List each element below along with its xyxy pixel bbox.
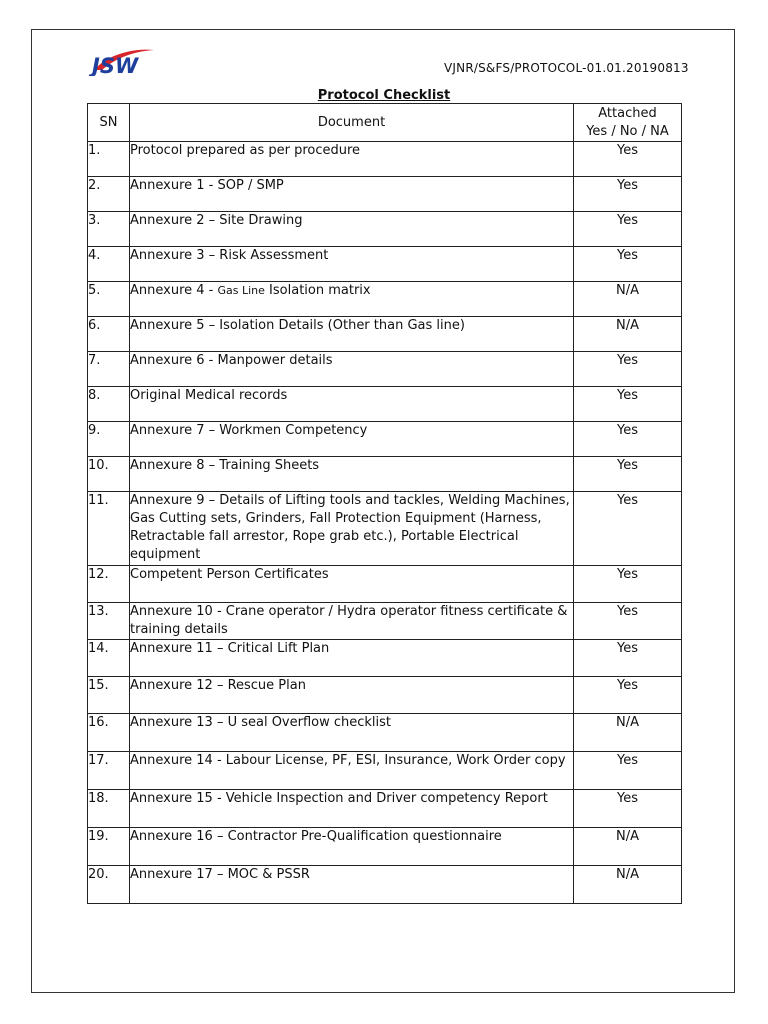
table-row xyxy=(88,566,682,603)
attached-status: Yes xyxy=(574,352,682,387)
attached-status: N/A xyxy=(574,828,682,866)
attached-status: Yes xyxy=(574,387,682,422)
table-row xyxy=(88,247,682,282)
row-number: 17. xyxy=(88,752,130,790)
document-name-suffix: Isolation matrix xyxy=(264,283,371,298)
document-code: VJNR/S&FS/PROTOCOL-01.01.20190813 xyxy=(444,61,689,75)
document-name: Annexure 5 – Isolation Details (Other than Gas line) xyxy=(130,317,574,352)
table-row xyxy=(88,212,682,247)
table-row xyxy=(88,317,682,352)
document-name: Annexure 6 - Manpower details xyxy=(130,352,574,387)
jsw-logo xyxy=(88,46,158,76)
attached-status: N/A xyxy=(574,282,682,317)
row-number: 7. xyxy=(88,352,130,387)
attached-status: Yes xyxy=(574,422,682,457)
table-row xyxy=(88,352,682,387)
attached-status: N/A xyxy=(574,866,682,904)
attached-status: Yes xyxy=(574,790,682,828)
attached-status: N/A xyxy=(574,317,682,352)
table-row xyxy=(88,387,682,422)
document-name: Annexure 11 – Critical Lift Plan xyxy=(130,640,574,677)
table-header-row xyxy=(88,104,682,142)
table-row xyxy=(88,714,682,752)
row-number: 8. xyxy=(88,387,130,422)
attached-status: Yes xyxy=(574,212,682,247)
document-name-small: Gas Line xyxy=(217,284,265,297)
row-number: 13. xyxy=(88,603,130,640)
document-name: Annexure 9 – Details of Lifting tools and tackles, Welding Machines, Gas Cutting sets, Grinders, Fall Protection Equipment (Harness, Retractable fall arrestor, Rope grab etc.), Portable Electrical equipment xyxy=(130,492,574,566)
attached-status: Yes xyxy=(574,492,682,566)
row-number: 20. xyxy=(88,866,130,904)
table-row xyxy=(88,492,682,566)
document-name: Annexure 16 – Contractor Pre-Qualification questionnaire xyxy=(130,828,574,866)
attached-options-label: Yes / No / NA xyxy=(586,123,669,139)
row-number: 3. xyxy=(88,212,130,247)
table-row xyxy=(88,677,682,714)
attached-status: Yes xyxy=(574,640,682,677)
table-row xyxy=(88,752,682,790)
row-number: 2. xyxy=(88,177,130,212)
row-number: 15. xyxy=(88,677,130,714)
row-number: 12. xyxy=(88,566,130,603)
document-name: Annexure 12 – Rescue Plan xyxy=(130,677,574,714)
document-name: Annexure 10 - Crane operator / Hydra operator fitness certificate & training details xyxy=(130,603,574,640)
row-number: 14. xyxy=(88,640,130,677)
column-header-document: Document xyxy=(130,104,574,142)
document-name: Annexure 15 - Vehicle Inspection and Driver competency Report xyxy=(130,790,574,828)
attached-status: Yes xyxy=(574,752,682,790)
row-number: 18. xyxy=(88,790,130,828)
attached-status: N/A xyxy=(574,714,682,752)
table-row xyxy=(88,640,682,677)
document-name-prefix: Annexure 4 - xyxy=(130,283,218,298)
document-name: Competent Person Certificates xyxy=(130,566,574,603)
table-row xyxy=(88,866,682,904)
document-name: Annexure 7 – Workmen Competency xyxy=(130,422,574,457)
document-name: Annexure 13 – U seal Overflow checklist xyxy=(130,714,574,752)
document-name: Annexure 14 - Labour License, PF, ESI, Insurance, Work Order copy xyxy=(130,752,574,790)
attached-status: Yes xyxy=(574,457,682,492)
row-number: 19. xyxy=(88,828,130,866)
logo-text: JSW xyxy=(92,54,139,76)
checklist-table xyxy=(87,103,682,904)
document-name: Annexure 17 – MOC & PSSR xyxy=(130,866,574,904)
column-header-sn: SN xyxy=(88,104,130,142)
attached-status: Yes xyxy=(574,142,682,177)
document-name: Annexure 1 - SOP / SMP xyxy=(130,177,574,212)
row-number: 9. xyxy=(88,422,130,457)
column-header-attached xyxy=(574,104,682,142)
attached-status: Yes xyxy=(574,566,682,603)
document-name: Annexure 8 – Training Sheets xyxy=(130,457,574,492)
document-name xyxy=(130,282,574,317)
document-name: Original Medical records xyxy=(130,387,574,422)
table-row xyxy=(88,177,682,212)
document-name: Annexure 3 – Risk Assessment xyxy=(130,247,574,282)
table-row xyxy=(88,603,682,640)
page-title: Protocol Checklist xyxy=(317,88,451,103)
table-row xyxy=(88,282,682,317)
table-row xyxy=(88,457,682,492)
attached-label: Attached xyxy=(598,105,657,121)
row-number: 4. xyxy=(88,247,130,282)
table-row xyxy=(88,422,682,457)
attached-status: Yes xyxy=(574,177,682,212)
row-number: 5. xyxy=(88,282,130,317)
attached-status: Yes xyxy=(574,603,682,640)
row-number: 6. xyxy=(88,317,130,352)
attached-status: Yes xyxy=(574,247,682,282)
table-row xyxy=(88,828,682,866)
row-number: 11. xyxy=(88,492,130,566)
document-name: Annexure 2 – Site Drawing xyxy=(130,212,574,247)
table-row xyxy=(88,790,682,828)
table-row xyxy=(88,142,682,177)
row-number: 10. xyxy=(88,457,130,492)
document-name: Protocol prepared as per procedure xyxy=(130,142,574,177)
attached-status: Yes xyxy=(574,677,682,714)
row-number: 16. xyxy=(88,714,130,752)
row-number: 1. xyxy=(88,142,130,177)
